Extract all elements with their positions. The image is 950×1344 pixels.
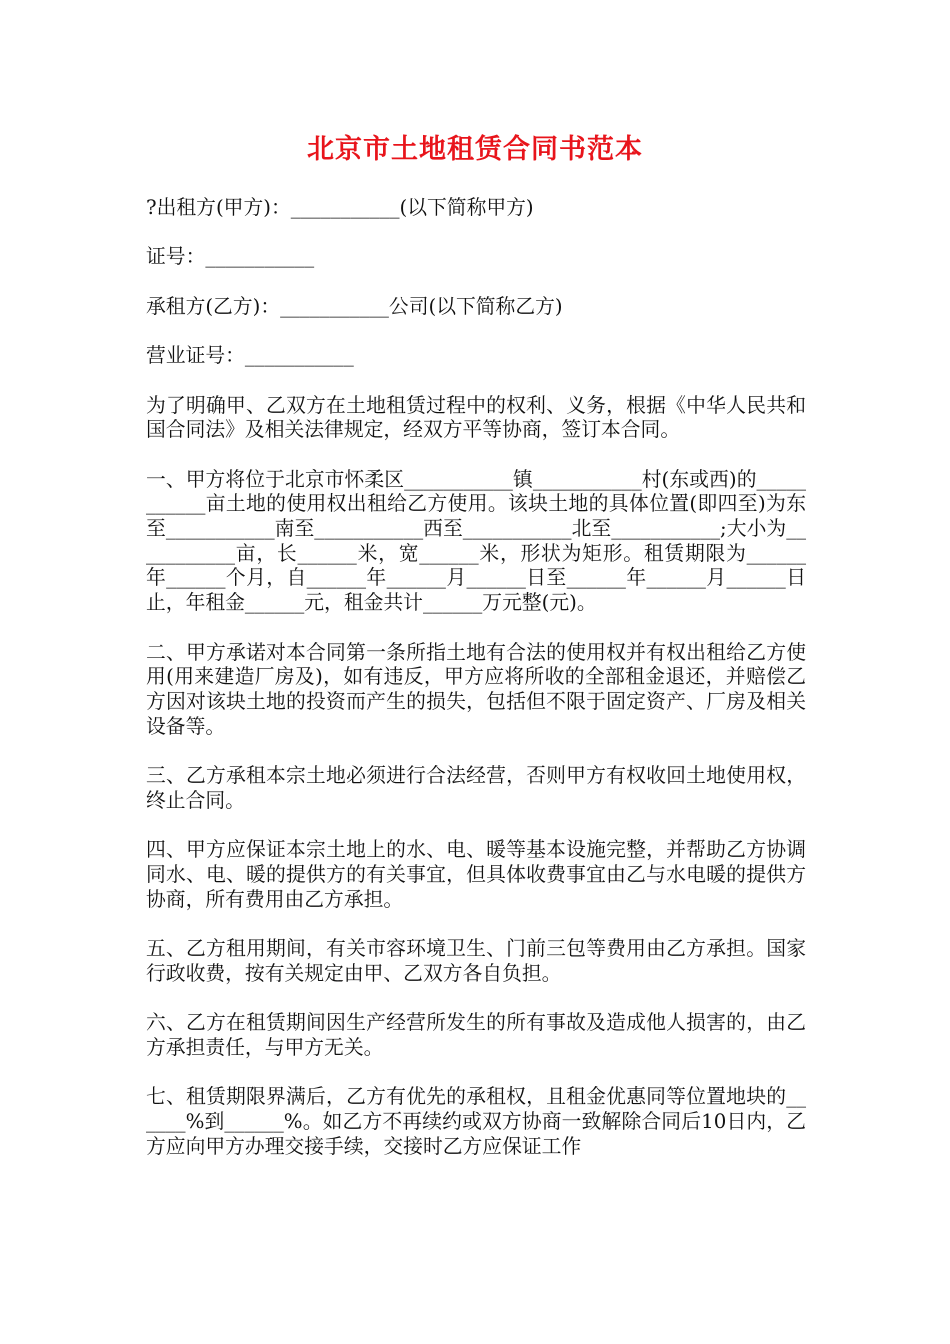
lessor-id-line: 证号：___________ <box>146 245 315 269</box>
clause-6: 六、乙方在租赁期间因生产经营所发生的所有事故及造成他人损害的，由乙方承担责任，与甲方无关。 <box>146 1011 806 1059</box>
document-title: 北京市土地租赁合同书范本 <box>307 134 643 165</box>
lessor-line: ?出租方(甲方)：___________(以下简称甲方) <box>146 196 534 219</box>
clause-3: 三、乙方承租本宗土地必须进行合法经营，否则甲方有权收回土地使用权，终止合同。 <box>146 764 806 812</box>
clause-4: 四、甲方应保证本宗土地上的水、电、暖等基本设施完整，并帮助乙方协调同水、电、暖的提供方的有关事宜，但具体收费事宜由乙与水电暖的提供方协商，所有费用由乙方承担。 <box>146 838 806 911</box>
lessee-line: 承租方(乙方)：___________公司(以下简称乙方) <box>146 294 563 318</box>
clause-2: 二、甲方承诺对本合同第一条所指土地有合法的使用权并有权出租给乙方使用(用来建造厂房及)，如有违反，甲方应将所收的全部租金退还，并赔偿乙方因对该块土地的投资而产生的损失，包括但不限于固定资产、厂房及相关设备等。 <box>146 640 806 738</box>
clause-7: 七、租赁期限界满后，乙方有优先的承租权，且租金优惠同等位置地块的______%到______%。如乙方不再续约或双方协商一致解除合同后10日内，乙方应向甲方办理交接手续，交接时乙方应保证工作 <box>146 1085 806 1158</box>
document-body <box>146 196 806 1184</box>
clause-5: 五、乙方租用期间，有关市容环境卫生、门前三包等费用由乙方承担。国家行政收费，按有关规定由甲、乙双方各自负担。 <box>146 936 806 985</box>
clause-1: 一、甲方将位于北京市怀柔区___________镇___________村(东或西)的___________亩土地的使用权出租给乙方使用。该块土地的具体位置(即四至)为东至___________南至___________西至___________北至___________;大小为___________亩，长______米，宽______米，形状为矩形。租赁期限为______年______个月，自______年______月______日至______年______月______日止，年租金______元，租金共计______万元整(元)。 <box>146 467 806 615</box>
business-license-line: 营业证号：___________ <box>146 344 354 368</box>
preamble-paragraph: 为了明确甲、乙双方在土地租赁过程中的权利、义务，根据《中华人民共和国合同法》及相关法律规定，经双方平等协商，签订本合同。 <box>146 393 806 442</box>
